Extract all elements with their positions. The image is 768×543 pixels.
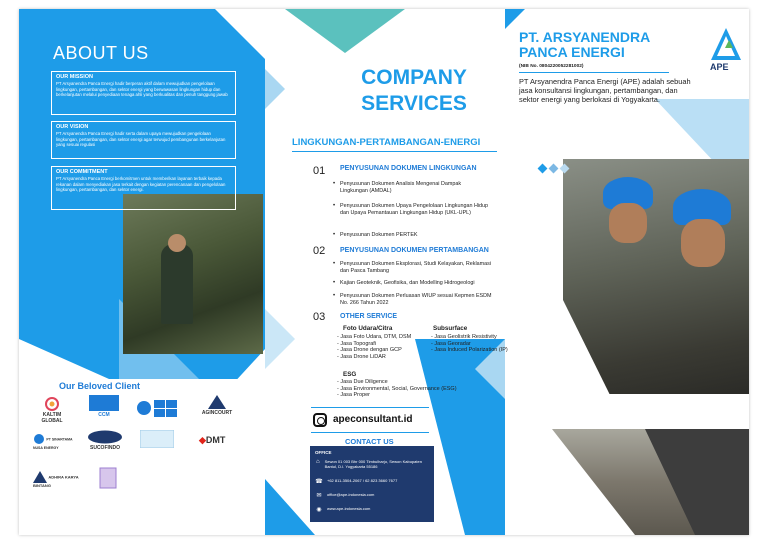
instagram-handle[interactable]: apeconsultant.id (333, 414, 413, 425)
home-icon: ⌂ (315, 459, 320, 465)
services-panel (265, 9, 508, 535)
section-title: PENYUSUNAN DOKUMEN LINGKUNGAN (340, 165, 477, 172)
section-title: OTHER SERVICE (340, 313, 398, 320)
service-item: - Jasa Drone dengan GCP (337, 347, 402, 354)
globe-icon: ◉ (316, 507, 322, 513)
client-logo-dmt (199, 435, 239, 446)
about-panel (19, 9, 265, 535)
company-name (519, 30, 650, 61)
services-subtitle: LINGKUNGAN-PERTAMBANGAN-ENERGI (292, 137, 481, 148)
vision-text: PT Arsyanendra Panca Energi hadir serta dalam upaya mewujudkan pengelolaan lingkungan, pertambangan, dan sektor energi agar terwujud pembangunan berkelanjutan yang sesuai regulasi (56, 131, 226, 148)
phone-icon: ☎ (315, 479, 323, 485)
agincourt-logo-icon (208, 395, 226, 409)
worker-head (168, 234, 186, 252)
company-description: PT Arsyanendra Panca Energi (APE) adalah sebuah jasa konsultansi lingkungan, pertambangan, dan sektor energi yang berlokasi di Yogyakarta. (519, 77, 691, 105)
client-name: ADHIRA KARYA BINTANG (33, 474, 79, 488)
client-logo-adhira (33, 471, 85, 489)
rj-logo-icon (99, 467, 117, 489)
subtitle-underline (292, 151, 497, 152)
service-item: • Penyusunan Dokumen PERTEK (333, 232, 483, 239)
service-item: - Jasa Induced Polarization (IP) (431, 347, 508, 354)
section-number: 03 (313, 311, 326, 323)
engineer-face-left (609, 203, 647, 243)
esg-list (337, 379, 457, 399)
instagram-divider-top (311, 407, 429, 408)
service-item: • Penyusunan Dokumen Perluasan WIUP sesuai Kepmen ESDM No. 266 Tahun 2022 (333, 293, 493, 307)
ape-logo-text: APE (710, 62, 729, 72)
office-label: OFFICE (315, 450, 332, 455)
office-box (310, 446, 434, 522)
subsurface-list (431, 334, 511, 354)
client-logo-rj (97, 467, 119, 491)
sinartama-logo-icon (33, 433, 45, 445)
mission-text: PT Arsyanendra Panca Energi hadir berperan aktif dalam mewujudkan pengelolaan lingkungan, pertambangan, dan sektor energi yang berwawasan lingkungan hidup dan berkelanjutan melalui penyediaan tenaga ahli yang berkualitas dan penuh tanggung jawab (56, 81, 228, 98)
instagram-icon[interactable] (313, 413, 327, 427)
undp-logo-icon (136, 399, 180, 417)
company-name-line1: PT. ARSYANENDRA (519, 29, 651, 45)
client-name: KALTIM GLOBAL (41, 412, 63, 424)
commitment-box (51, 166, 236, 210)
client-logo-undp (136, 399, 180, 419)
client-name: SUCOFINDO (90, 445, 120, 451)
adhira-logo-icon (33, 471, 47, 483)
kaltim-logo-icon (44, 397, 60, 411)
engineer-face-right (681, 219, 725, 267)
service-item: - Jasa Due Diligence (337, 379, 388, 385)
field-worker-photo (123, 194, 263, 354)
dmt-logo-icon: ◆ (199, 435, 206, 445)
phone-row (315, 478, 397, 485)
web-text[interactable]: www.ape-indonesia.com (327, 506, 371, 511)
subsurface-title: Subsurface (433, 325, 468, 332)
about-title: ABOUT US (53, 43, 149, 63)
section-number: 01 (313, 165, 326, 177)
client-logo-agincourt (195, 395, 239, 416)
company-panel (505, 9, 749, 535)
client-name: PT SINARTAMA NUSA ENERGY (33, 437, 73, 450)
address-text: Sewon 01 003 Bhr 000 Timbulharjo, Sewon Kabupaten Bantul, D.I. Yogyakarta 55186 (324, 459, 422, 469)
client-name: AGINCOURT (201, 410, 233, 416)
decor-diamonds (539, 165, 568, 172)
phone-text: +62 811-3504-2067 / 62 823 3660 7677 (327, 478, 398, 483)
section-number: 02 (313, 245, 326, 257)
client-logo-sucofindo (85, 430, 125, 451)
commitment-text: PT Arsyanendra Panca Energi berkomitmen untuk memberikan layanan terbaik kepada rekanan dalam menyediakan jasa terkait dengan kegiatan perencanaan dan pengelolaan lingkungan, pertambangan, dan sektor energi. (56, 176, 226, 193)
services-title-line1: COMPANY (361, 66, 467, 89)
mail-icon: ✉ (316, 493, 322, 499)
mission-box (51, 71, 236, 115)
address-row (315, 459, 430, 469)
service-item: • Penyusunan Dokumen Upaya Pengelolaan Lingkungan Hidup dan Upaya Pemantauan Lingkungan Hidup (UKL-UPL) (333, 203, 493, 217)
service-item: - Jasa Topografi (337, 340, 377, 347)
ccm-logo-icon (89, 395, 119, 411)
contact-title: CONTACT US (345, 437, 394, 446)
email-row[interactable] (315, 492, 374, 499)
service-item: - Jasa Foto Udara, DTM, DSM (337, 334, 412, 340)
service-item: - Jasa Environmental, Social, Governance (ESG) (337, 385, 457, 392)
section-title: PENYUSUNAN DOKUMEN PERTAMBANGAN (340, 247, 489, 254)
mission-title: OUR MISSION (56, 74, 93, 80)
foto-udara-list (337, 334, 411, 361)
company-nib: (NIB No. 0804220052281002) (519, 64, 584, 69)
diamond-icon (538, 164, 548, 174)
geoforce-logo-icon (140, 430, 174, 448)
services-title (329, 65, 499, 118)
company-divider (519, 72, 669, 73)
client-logo-ccm (87, 395, 121, 418)
brochure-sheet (19, 9, 749, 535)
service-item: - Jasa Geolistrik Resistivity (431, 334, 497, 340)
client-name: DMT (205, 435, 226, 445)
service-item: - Jasa Drone LiDAR (337, 354, 386, 361)
commitment-title: OUR COMMITMENT (56, 169, 108, 175)
diamond-icon (549, 164, 559, 174)
sucofindo-logo-icon (87, 430, 123, 444)
company-name-line2: PANCA ENERGI (519, 44, 625, 61)
service-item: - Jasa Georadar (431, 340, 471, 347)
service-item: • Penyusunan Dokumen Analisis Mengenai Dampak Lingkungan (AMDAL) (333, 181, 483, 195)
foto-udara-title: Foto Udara/Citra (343, 325, 393, 332)
web-row[interactable] (315, 506, 370, 513)
diamond-icon (560, 164, 570, 174)
email-text[interactable]: office@ape-indonesia.com (327, 492, 375, 497)
clients-title: Our Beloved Client (59, 381, 141, 391)
client-logo-geoforce (139, 430, 175, 449)
worker-figure (161, 244, 193, 324)
service-item: • Penyusunan Dokumen Eksplorasi, Studi Kelayakan, Reklamasi dan Pasca Tambang (333, 261, 493, 275)
vision-box (51, 121, 236, 159)
client-name: CCM (98, 412, 110, 418)
service-item: • Kajian Geoteknik, Geofisika, dan Modelling Hidrogeologi (333, 280, 503, 287)
services-title-line2: SERVICES (361, 92, 467, 116)
client-logo-kaltim (35, 397, 69, 424)
vision-title: OUR VISION (56, 124, 89, 130)
service-item: - Jasa Proper (337, 392, 371, 399)
instagram-divider-bottom (311, 432, 429, 433)
esg-title: ESG (343, 371, 357, 378)
client-logo-sinartama (33, 433, 79, 451)
